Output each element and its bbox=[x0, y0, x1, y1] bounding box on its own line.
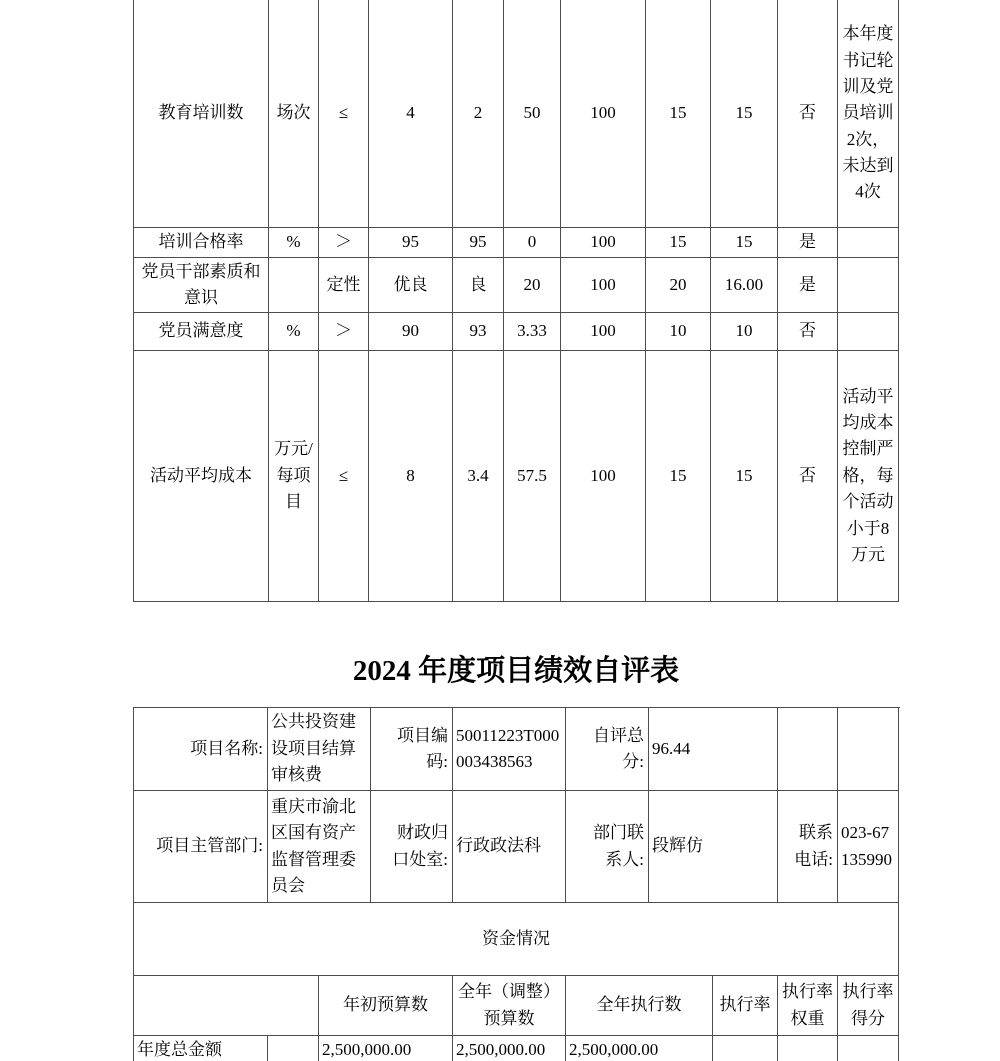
empty-cell bbox=[778, 1036, 838, 1061]
indicator-target-cell: 优良 bbox=[369, 258, 453, 313]
finance-office-value: 行政政法科 bbox=[453, 791, 566, 903]
indicator-weight-cell: 15 bbox=[646, 0, 711, 228]
table-row bbox=[134, 258, 900, 313]
project-code-label: 项目编码: bbox=[371, 708, 453, 791]
indicator-operator-cell: 定性 bbox=[319, 258, 369, 313]
phone-label: 联系电话: bbox=[778, 791, 838, 903]
indicator-note-cell bbox=[838, 258, 899, 313]
indicator-actual-cell: 93 bbox=[453, 313, 504, 351]
indicator-actual-cell: 3.4 bbox=[453, 351, 504, 602]
indicator-actual-cell: 95 bbox=[453, 228, 504, 258]
indicator-target-cell: 4 bbox=[369, 0, 453, 228]
initial-budget-value: 2,500,000.00 bbox=[319, 1036, 453, 1061]
indicator-flag-cell: 否 bbox=[778, 351, 838, 602]
indicator-note-cell bbox=[838, 313, 899, 351]
indicator-unit-cell: 万元/每项目 bbox=[269, 351, 319, 602]
execution-rate-score-header: 执行率得分 bbox=[838, 976, 899, 1036]
indicator-name-cell: 培训合格率 bbox=[134, 228, 269, 258]
indicator-weight-cell: 15 bbox=[646, 228, 711, 258]
indicator-unit-cell: 场次 bbox=[269, 0, 319, 228]
empty-cell bbox=[268, 1036, 319, 1061]
indicator-unit-cell bbox=[269, 258, 319, 313]
project-code-value: 50011223T000003438563 bbox=[453, 708, 566, 791]
contact-label: 部门联系人: bbox=[566, 791, 649, 903]
indicator-target-cell: 8 bbox=[369, 351, 453, 602]
indicator-target-cell: 95 bbox=[369, 228, 453, 258]
table-row bbox=[134, 903, 900, 976]
execution-rate-header: 执行率 bbox=[713, 976, 778, 1036]
table-row bbox=[134, 1036, 900, 1061]
indicator-weight-cell: 20 bbox=[646, 258, 711, 313]
indicator-name-cell: 党员干部素质和意识 bbox=[134, 258, 269, 313]
indicator-name-cell: 党员满意度 bbox=[134, 313, 269, 351]
dept-value: 重庆市渝北区国有资产监督管理委员会 bbox=[268, 791, 371, 903]
executed-amount-value: 2,500,000.00 bbox=[566, 1036, 713, 1061]
indicator-name-cell: 教育培训数 bbox=[134, 0, 269, 228]
indicator-flag-cell: 是 bbox=[778, 258, 838, 313]
empty-cell bbox=[778, 708, 838, 791]
project-name-label: 项目名称: bbox=[134, 708, 268, 791]
indicator-name-cell: 活动平均成本 bbox=[134, 351, 269, 602]
indicator-deviation-rate-cell: 0 bbox=[504, 228, 561, 258]
self-score-value: 96.44 bbox=[649, 708, 778, 791]
empty-cell bbox=[838, 708, 899, 791]
dept-label: 项目主管部门: bbox=[134, 791, 268, 903]
empty-cell bbox=[713, 1036, 778, 1061]
table-row bbox=[134, 351, 900, 602]
empty-cell bbox=[134, 976, 319, 1036]
indicator-fullmark-cell: 100 bbox=[561, 258, 646, 313]
finance-office-label: 财政归口处室: bbox=[371, 791, 453, 903]
page-title: 2024 年度项目绩效自评表 bbox=[352, 655, 680, 687]
indicator-flag-cell: 是 bbox=[778, 228, 838, 258]
indicator-deviation-rate-cell: 50 bbox=[504, 0, 561, 228]
indicator-score-cell: 15 bbox=[711, 0, 778, 228]
indicator-target-cell: 90 bbox=[369, 313, 453, 351]
self-eval-table bbox=[133, 707, 900, 1061]
indicator-score-cell: 15 bbox=[711, 351, 778, 602]
table-row bbox=[134, 708, 900, 791]
initial-budget-header: 年初预算数 bbox=[319, 976, 453, 1036]
executed-amount-header: 全年执行数 bbox=[566, 976, 713, 1036]
indicator-unit-cell: % bbox=[269, 228, 319, 258]
project-name-value: 公共投资建设项目结算审核费 bbox=[268, 708, 371, 791]
total-amount-label: 年度总金额 bbox=[134, 1036, 268, 1061]
indicator-operator-cell: ＞ bbox=[319, 228, 369, 258]
indicator-operator-cell: ≤ bbox=[319, 351, 369, 602]
indicator-fullmark-cell: 100 bbox=[561, 313, 646, 351]
self-score-label: 自评总分: bbox=[566, 708, 649, 791]
table-row bbox=[134, 313, 900, 351]
indicator-weight-cell: 10 bbox=[646, 313, 711, 351]
indicator-flag-cell: 否 bbox=[778, 313, 838, 351]
indicator-deviation-rate-cell: 20 bbox=[504, 258, 561, 313]
contact-value: 段辉仿 bbox=[649, 791, 778, 903]
table-row bbox=[134, 228, 900, 258]
indicator-operator-cell: ≤ bbox=[319, 0, 369, 228]
funding-section-title: 资金情况 bbox=[134, 903, 899, 976]
execution-rate-weight-header: 执行率权重 bbox=[778, 976, 838, 1036]
indicator-unit-cell: % bbox=[269, 313, 319, 351]
table-row bbox=[134, 976, 900, 1036]
indicator-actual-cell: 良 bbox=[453, 258, 504, 313]
indicator-table bbox=[133, 0, 900, 602]
indicator-deviation-rate-cell: 57.5 bbox=[504, 351, 561, 602]
indicator-score-cell: 15 bbox=[711, 228, 778, 258]
indicator-note-cell bbox=[838, 228, 899, 258]
table-row bbox=[134, 0, 900, 228]
indicator-weight-cell: 15 bbox=[646, 351, 711, 602]
adjusted-budget-header: 全年（调整）预算数 bbox=[453, 976, 566, 1036]
indicator-operator-cell: ＞ bbox=[319, 313, 369, 351]
indicator-actual-cell: 2 bbox=[453, 0, 504, 228]
indicator-flag-cell: 否 bbox=[778, 0, 838, 228]
indicator-fullmark-cell: 100 bbox=[561, 351, 646, 602]
indicator-note-cell: 本年度书记轮训及党员培训2次，未达到4次 bbox=[838, 0, 899, 228]
adjusted-budget-value: 2,500,000.00 bbox=[453, 1036, 566, 1061]
empty-cell bbox=[838, 1036, 899, 1061]
indicator-fullmark-cell: 100 bbox=[561, 228, 646, 258]
phone-value: 023-67135990 bbox=[838, 791, 899, 903]
indicator-fullmark-cell: 100 bbox=[561, 0, 646, 228]
indicator-note-cell: 活动平均成本控制严格，每个活动小于8万元 bbox=[838, 351, 899, 602]
table-row bbox=[134, 791, 900, 903]
indicator-score-cell: 16.00 bbox=[711, 258, 778, 313]
indicator-score-cell: 10 bbox=[711, 313, 778, 351]
indicator-deviation-rate-cell: 3.33 bbox=[504, 313, 561, 351]
